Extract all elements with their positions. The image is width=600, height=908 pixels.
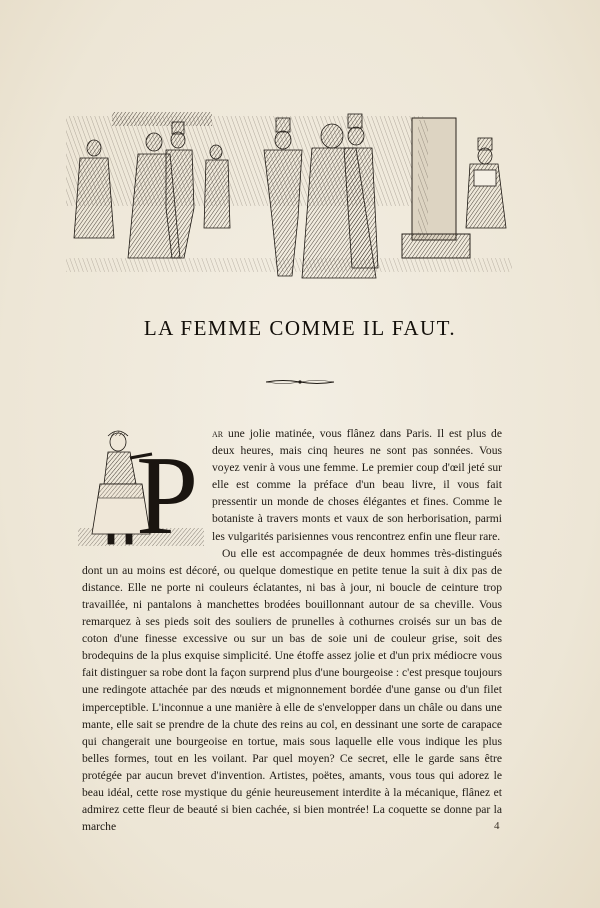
page-number: 4 (494, 820, 500, 832)
article-body (82, 425, 502, 835)
drop-cap-letter: P (136, 434, 199, 558)
drop-cap-space (82, 425, 212, 558)
paragraph-lead: ar (212, 427, 224, 440)
paragraph-2: Ou elle est accompagnée de deux hommes très-distingués dont un au moins est décoré, ou quelque domestique en petite tenue la suit à dix pas de distance. Elle ne porte ni couleurs éclatantes, ni bas à jour, ni boucle de ceinture trop travaillée, ni pantalons à manchettes brodées bouillonnant autour de sa cheville. Vous remarquez à ses pieds soit des souliers de prunelles à cothurnes croisés sur un bas de coton d'une finesse excessive ou sur un bas de soie uni de couleur grise, soit des brodequins de la plus exquise simplicité. Une étoffe assez jolie et d'un prix médiocre vous fait distinguer sa robe dont la façon surprend plus d'une bourgeoise : c'est presque toujours une redingote attachée par des nœuds et mignonnement bordée d'une ganse ou d'un filet imperceptible. L'inconnue a une manière à elle de s'envelopper dans un châle ou dans une mante, elle sait se prendre de la chute des reins au col, en dessinant une sorte de carapace qui changerait une bourgeoise en tortue, mais sous laquelle elle vous indique les plus belles formes, tout en les voilant. Par quel moyen? Ce secret, elle le garde sans être protégée par aucun brevet d'invention. Artistes, poëtes, amants, vous tous qui adorez le beau idéal, cette rose mystique du génie heureusement interdite à la mécanique, flânez et admirez cette fleur de beauté si bien cachée, si bien montrée! La coquette se donne par la marche (82, 546, 502, 834)
chapter-title: LA FEMME COMME IL FAUT. (143, 316, 457, 340)
typographic-rule-ornament (266, 376, 334, 388)
paragraph-1-text: une jolie matinée, vous flânez dans Paris. Il est plus de deux heures, mais cinq heures ne sont pas sonnées. Vous voyez venir à vous une femme. Le premier coup d'œil jeté sur elle est comme la préface d'un beau livre, il vous fait pressentir un monde de choses élégantes et fines. Comme le botaniste à travers monts et vaux de son herborisation, parmi les vulgarités parisiennes vous rencontrez enfin une fleur rare. (212, 427, 502, 543)
street-scene-engraving (66, 108, 512, 284)
